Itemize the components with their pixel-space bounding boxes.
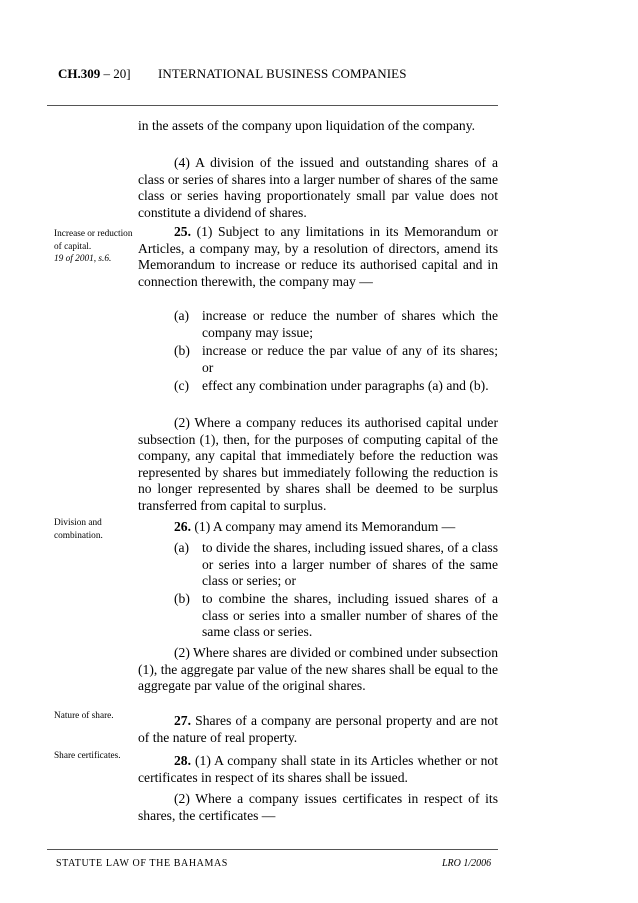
item-label: (a) bbox=[174, 308, 190, 323]
page-separator: – bbox=[100, 66, 114, 81]
item-label: (b) bbox=[174, 343, 190, 358]
section-number: 25. bbox=[174, 224, 191, 239]
paragraph-section-28-1: 28. (1) A company shall state in its Articles whether or not certificates in respect of its shares shall be issued. bbox=[138, 753, 498, 785]
item-label: (a) bbox=[174, 540, 190, 555]
section-number: 26. bbox=[174, 519, 191, 534]
paragraph-section-25-2: (2) Where a company reduces its authorised capital under subsection (1), then, for the purposes of computing capital of the company, any capital that immediately before the reduction was represented by shares but immediately following the reduction is no longer represented by shares shall be deemed to be surplus transferred from capital to surplus. bbox=[138, 415, 498, 513]
margin-note-title: Nature of share. bbox=[54, 711, 114, 721]
section-number: 27. bbox=[174, 713, 191, 728]
paragraph-continued: in the assets of the company upon liquidation of the company. bbox=[138, 118, 476, 133]
margin-note-section-28 bbox=[54, 750, 134, 763]
footer-publication: STATUTE LAW OF THE BAHAMAS bbox=[56, 858, 228, 869]
paragraph-section-25-1: 25. (1) Subject to any limitations in its Memorandum or Articles, a company may, by a resolution of directors, amend its Memorandum to increase or reduce its authorised capital and in connection therewith, the company may — bbox=[138, 224, 498, 289]
margin-note-section-25 bbox=[54, 228, 134, 266]
footer-rule bbox=[47, 849, 498, 850]
margin-note-title: Share certificates. bbox=[54, 751, 121, 761]
paragraph-section-24-4: (4) A division of the issued and outstanding shares of a class or series of shares into a larger number of shares of the same class or series having proportionately small par value does not constitute a dividend of shares. bbox=[138, 155, 498, 220]
page-number: 20] bbox=[113, 66, 131, 81]
running-header-chapter bbox=[58, 66, 131, 82]
paragraph-section-28-2: (2) Where a company issues certificates in respect of its shares, the certificates — bbox=[138, 791, 498, 823]
header-rule bbox=[47, 105, 498, 106]
paragraph-section-27: 27. Shares of a company are personal property and are not of the nature of real property. bbox=[138, 713, 498, 745]
item-text: to combine the shares, including issued shares of a class or series into a smaller number of shares of the same class or series. bbox=[202, 591, 498, 639]
item-label: (b) bbox=[174, 591, 190, 606]
chapter-number: CH.309 bbox=[58, 66, 101, 81]
footer-revision: LRO 1/2006 bbox=[442, 858, 492, 869]
margin-note-reference: 19 of 2001, s.6. bbox=[54, 254, 112, 264]
margin-note-section-26 bbox=[54, 517, 134, 542]
section-number: 28. bbox=[174, 753, 191, 768]
item-label: (c) bbox=[174, 378, 190, 393]
margin-note-title: Division and combination. bbox=[54, 518, 103, 541]
margin-note-section-27 bbox=[54, 710, 134, 723]
margin-note-title: Increase or reduction of capital. bbox=[54, 229, 133, 252]
paragraph-section-26-1: 26. (1) A company may amend its Memorandum — bbox=[174, 519, 456, 534]
item-text: to divide the shares, including issued shares, of a class or series into a larger number of shares of the same class or series; or bbox=[202, 540, 498, 588]
item-text: increase or reduce the number of shares which the company may issue; bbox=[202, 308, 498, 340]
paragraph-section-26-2: (2) Where shares are divided or combined under subsection (1), the aggregate par value of the new shares shall be equal to the aggregate par value of the original shares. bbox=[138, 645, 498, 693]
item-text: increase or reduce the par value of any of its shares; or bbox=[202, 343, 498, 375]
running-header-title: INTERNATIONAL BUSINESS COMPANIES bbox=[158, 66, 407, 81]
item-text: effect any combination under paragraphs (a) and (b). bbox=[202, 378, 489, 393]
